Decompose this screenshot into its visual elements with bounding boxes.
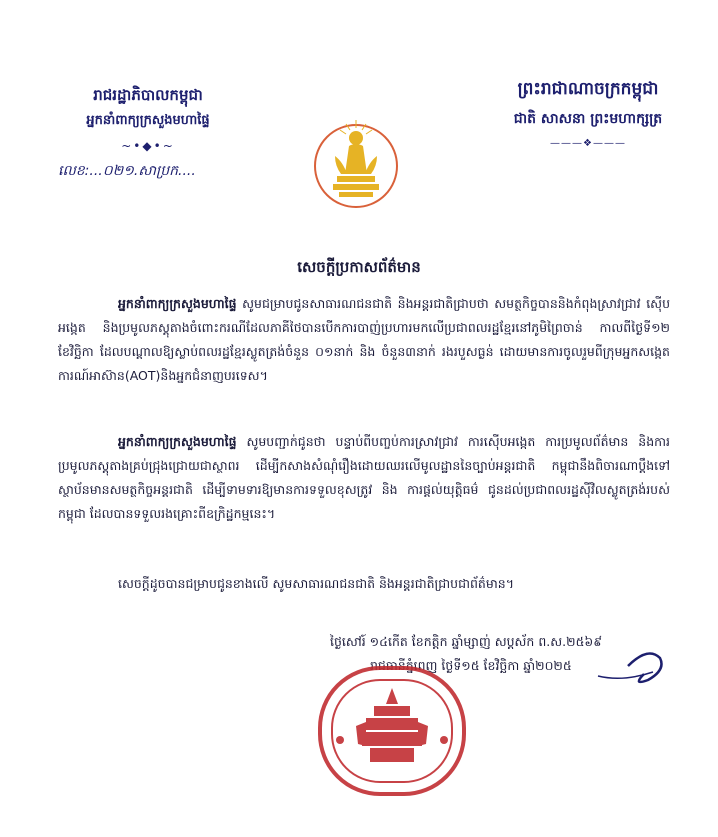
department-name: អ្នកនាំពាក្យក្រសួងមហាផ្ទៃ <box>86 113 210 128</box>
paragraph-1 <box>58 292 670 388</box>
date-solar: រាជធានីភ្នំពេញ ថ្ងៃទី១៥ ខែវិច្ឆិកា ឆ្នាំ២០២៥ <box>370 658 572 673</box>
ornament-left: ~•◆•~ <box>121 139 175 153</box>
document-number: លេខ:...០២១.សាប្រក.... <box>58 163 196 179</box>
signature-mark-icon <box>448 636 678 706</box>
paragraph-3 <box>58 572 670 596</box>
ministry-emblem-icon <box>313 116 399 216</box>
national-motto: ជាតិ សាសនា ព្រះមហាក្សត្រ <box>513 111 663 127</box>
paragraph-2-lead: អ្នកនាំពាក្យក្រសួងមហាផ្ទៃ <box>118 434 237 449</box>
paragraph-3-text: សេចក្តីដូចបានជម្រាបជូនខាងលើ សូមសាធារណជនជាតិ និងអន្តរជាតិជ្រាបជាព័ត៌មាន។ <box>118 576 514 591</box>
page-title: សេចក្តីប្រកាសព័ត៌មាន <box>297 258 421 276</box>
date-lunar: ថ្ងៃសៅរ៍ ១៤កើត ខែកត្តិក ឆ្នាំម្សាញ់ សប្តស័ក ព.ស.២៥៦៩ <box>330 634 603 649</box>
paragraph-1-text: សូមជម្រាបជូនសាធារណជនជាតិ និងអន្តរជាតិជ្រាបថា សមត្ថកិច្ចបាននិងកំពុងស្រាវជ្រាវ ស៊ើបអង្កេត និងប្រមូលភស្តុតាងចំពោះករណីដែលភាគីថៃបានបើកការបាញ់ប្រហារមកលើប្រជាពលរដ្ឋខ្មែរនៅភូមិព្រៃចាន់ កាលពីថ្ងៃទី១២ ខែវិច្ឆិកា ដែលបណ្តាលឱ្យស្លាប់ពលរដ្ឋខ្មែរស្លូតត្រង់ចំនួន ០១នាក់ និង ចំនួន៣នាក់ រងរបួសធ្ងន់ ដោយមានការចូលរួមពីក្រុមអ្នកសង្កេតការណ៍អាស៊ាន(AOT)និងអ្នកជំនាញបរទេស។ <box>58 296 670 383</box>
ministry-name: រាជរដ្ឋាភិបាលកម្ពុជា <box>93 86 203 104</box>
ornament-right: ———❖——— <box>550 138 626 149</box>
paragraph-2-text: សូមបញ្ជាក់ជូនថា បន្ទាប់ពីបញ្ចប់ការស្រាវជ្រាវ ការស៊ើបអង្កេត ការប្រមូលព័ត៌មាន និងការប្រមូលភស្តុតាងគ្រប់ជ្រុងជ្រោយជាស្ថាពរ ដើម្បីកសាងសំណុំរឿងដោយឈរលើមូលដ្ឋាននៃច្បាប់អន្តរជាតិ កម្ពុជានឹងពិចារណាប្តឹងទៅស្ថាប័នមានសមត្ថកិច្ចអន្តរជាតិ ដើម្បីទាមទារឱ្យមានការទទួលខុសត្រូវ និង ការផ្តល់យុត្តិធម៌ ជូនដល់ប្រជាពលរដ្ឋស៊ីវិលស្លូតត្រង់របស់កម្ពុជា ដែលបានទទួលរងគ្រោះពីឧក្រិដ្ឋកម្មនេះ។ <box>58 434 670 521</box>
header-left <box>38 86 258 182</box>
kingdom-name: ព្រះរាជាណាចក្រកម្ពុជា <box>517 79 659 99</box>
header-right <box>478 78 698 149</box>
paragraph-2 <box>58 430 670 526</box>
paragraph-1-lead: អ្នកនាំពាក្យក្រសួងមហាផ្ទៃ <box>118 296 237 311</box>
